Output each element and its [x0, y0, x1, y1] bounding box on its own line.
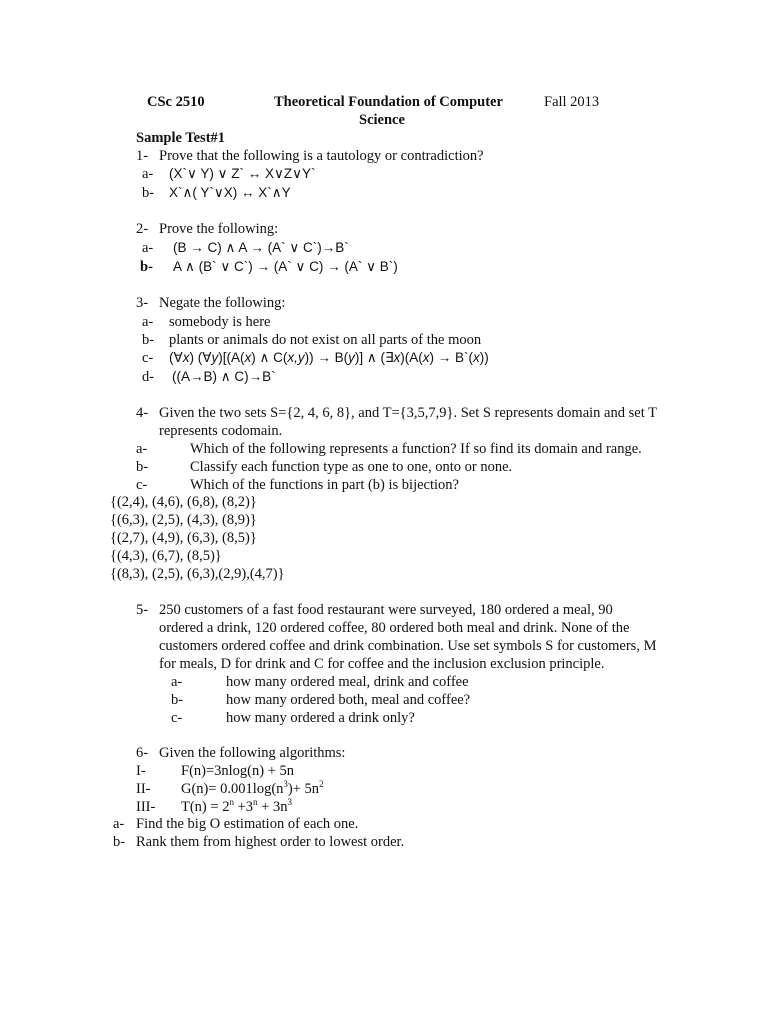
q6-iii-label: III-: [136, 799, 156, 815]
q5-text-line: customers ordered coffee and drink combination. Use set symbols S for customers, M: [159, 638, 657, 654]
q5-c-text: how many ordered a drink only?: [226, 710, 415, 726]
q2-a-expression: (B → C) ∧ A → (A` ∨ C`)→B`: [173, 240, 349, 255]
q3-number: 3-: [136, 295, 149, 311]
course-title-line1: Theoretical Foundation of Computer: [274, 94, 503, 110]
q1-text: Prove that the following is a tautology or contradiction?: [159, 148, 484, 164]
q6-text: Given the following algorithms:: [159, 745, 346, 761]
q6-b-text: Rank them from highest order to lowest order.: [136, 834, 405, 850]
q2-b-label: b-: [140, 259, 153, 275]
q2-text: Prove the following:: [159, 221, 279, 237]
q4-set: {(2,4), (4,6), (6,8), (8,2)}: [110, 494, 257, 510]
q3-text: Negate the following:: [159, 295, 286, 311]
q5-a-label: a-: [171, 674, 183, 690]
q5-c-label: c-: [171, 710, 183, 726]
q1-b-expression: X`∧( Y`∨X) ↔ X`∧Y: [169, 185, 291, 200]
q4-a-text: Which of the following represents a function? If so find its domain and range.: [190, 441, 642, 457]
course-title-line2: Science: [359, 112, 405, 128]
q2-a-label: a-: [142, 240, 154, 256]
q4-set: {(8,3), (2,5), (6,3),(2,9),(4,7)}: [110, 566, 285, 582]
q1-a-expression: (X`∨ Y) ∨ Z` ↔ X∨Z∨Y`: [169, 166, 316, 181]
q6-ii-label: II-: [136, 781, 151, 797]
q5-b-text: how many ordered both, meal and coffee?: [226, 692, 471, 708]
q6-number: 6-: [136, 745, 149, 761]
q5-text-line: for meals, D for drink and C for coffee and the inclusion exclusion principle.: [159, 656, 605, 672]
q1-a-label: a-: [142, 166, 154, 182]
q3-a-text: somebody is here: [169, 314, 271, 330]
q5-text-line: ordered a drink, 120 ordered coffee, 80 ordered both meal and drink. None of the: [159, 620, 630, 636]
q6-a-text: Find the big O estimation of each one.: [136, 816, 359, 832]
q1-number: 1-: [136, 148, 149, 164]
q4-set: {(2,7), (4,9), (6,3), (8,5)}: [110, 530, 257, 546]
q5-b-label: b-: [171, 692, 184, 708]
q4-b-text: Classify each function type as one to one, onto or none.: [190, 459, 513, 475]
q6-iii-expression: $T(n) = 2^n +3^n + 3n^3$: [181, 797, 292, 815]
q6-a-label: a-: [113, 816, 125, 832]
q3-c-label: c-: [142, 350, 154, 366]
test-title: Sample Test#1: [136, 130, 226, 146]
q4-a-label: a-: [136, 441, 148, 457]
q3-d-expression: ((A→B) ∧ C)→B`: [172, 369, 276, 384]
q6-i-label: I-: [136, 763, 146, 779]
q4-c-label: c-: [136, 477, 148, 493]
q4-text-line2: represents codomain.: [159, 423, 283, 439]
q3-b-label: b-: [142, 332, 155, 348]
q4-set: {(6,3), (2,5), (4,3), (8,9)}: [110, 512, 257, 528]
q4-text-line1: Given the two sets S={2, 4, 6, 8}, and T={3,5,7,9}. Set S represents domain and set T: [159, 405, 657, 421]
q3-a-label: a-: [142, 314, 154, 330]
q4-set: {(4,3), (6,7), (8,5)}: [110, 548, 222, 564]
q6-i-expression: F(n)=3nlog(n) + 5n: [181, 763, 295, 779]
q5-number: 5-: [136, 602, 149, 618]
q5-a-text: how many ordered meal, drink and coffee: [226, 674, 469, 690]
course-code: CSc 2510: [147, 94, 205, 110]
q2-number: 2-: [136, 221, 149, 237]
q6-b-label: b-: [113, 834, 126, 850]
q5-text-line: 250 customers of a fast food restaurant were surveyed, 180 ordered a meal, 90: [159, 602, 613, 618]
q4-b-label: b-: [136, 459, 149, 475]
q4-c-text: Which of the functions in part (b) is bijection?: [190, 477, 459, 493]
q2-b-expression: A ∧ (B` ∨ C`) → (A` ∨ C) → (A` ∨ B`): [173, 259, 398, 274]
q1-b-label: b-: [142, 185, 155, 201]
q3-d-label: d-: [142, 369, 155, 385]
q3-b-text: plants or animals do not exist on all parts of the moon: [169, 332, 482, 348]
term: Fall 2013: [544, 94, 600, 110]
q3-c-expression: (∀x) (∀y)[(A(x) ∧ C(x,y)) → B(y)] ∧ (∃x)(A(x) → B`(x)): [169, 350, 489, 365]
q4-number: 4-: [136, 405, 149, 421]
q6-ii-expression: $G(n)= 0.001\log(n^3)+ 5n^2$: [181, 779, 324, 797]
